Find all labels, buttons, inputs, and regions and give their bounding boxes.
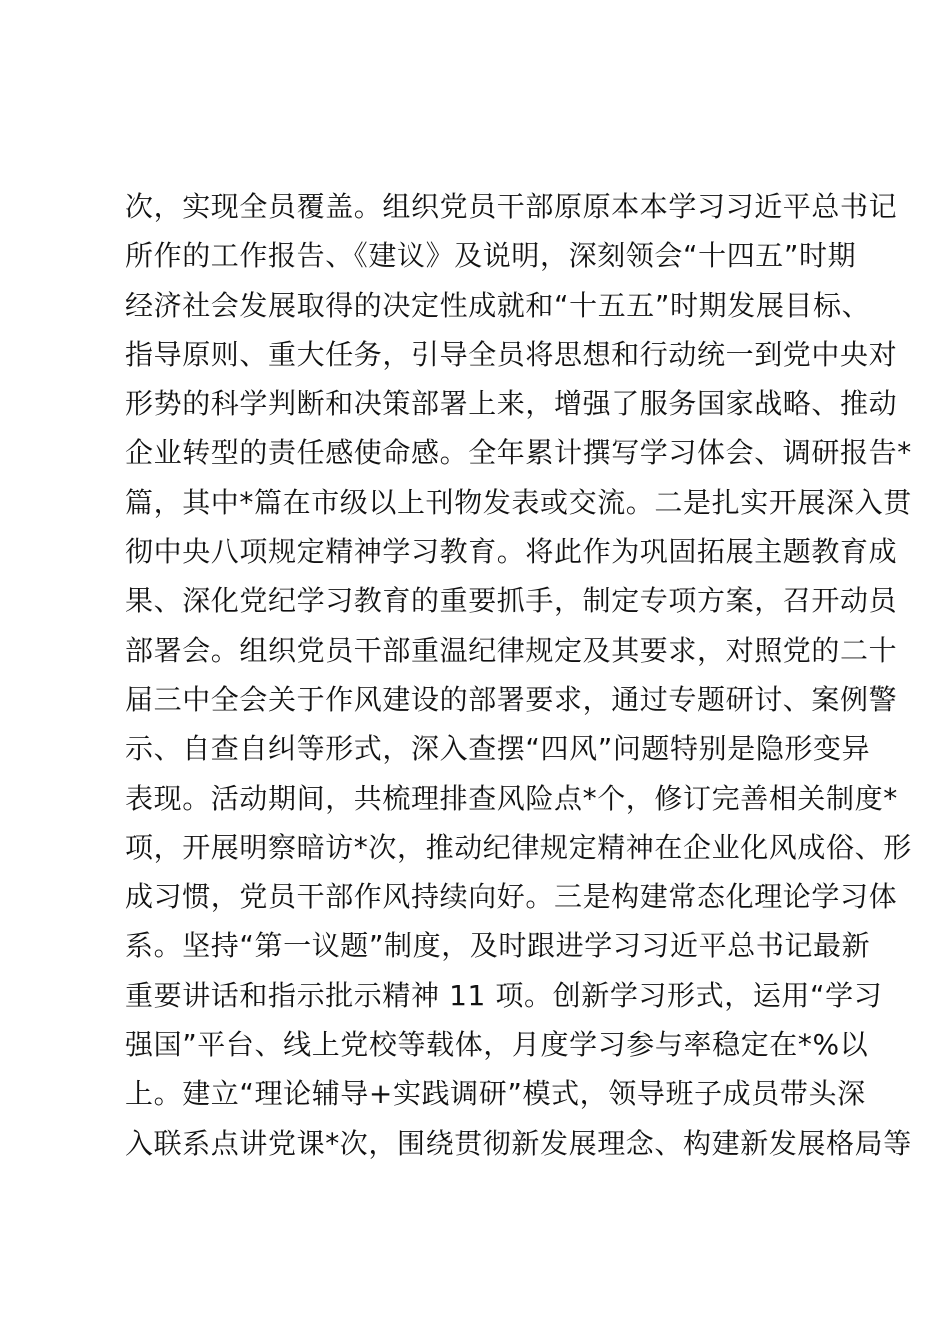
text-line: 成习惯，党员干部作风持续向好。三是构建常态化理论学习体 — [125, 880, 898, 914]
text-line: 企业转型的责任感使命感。全年累计撰写学习体会、调研报告* — [125, 436, 912, 470]
text-line: 形势的科学判断和决策部署上来，增强了服务国家战略、推动 — [125, 387, 898, 421]
text-line: 篇，其中*篇在市级以上刊物发表或交流。二是扎实开展深入贯 — [125, 485, 912, 519]
text-line: 指导原则、重大任务，引导全员将思想和行动统一到党中央对 — [125, 337, 898, 371]
text-line: 届三中全会关于作风建设的部署要求，通过专题研讨、案例警 — [125, 682, 898, 716]
text-line: 彻中央八项规定精神学习教育。将此作为巩固拓展主题教育成 — [125, 535, 898, 569]
text-line: 经济社会发展取得的决定性成就和“十五五”时期发展目标、 — [125, 288, 871, 322]
text-line: 次，实现全员覆盖。组织党员干部原原本本学习习近平总书记 — [125, 190, 898, 223]
text-line: 上。建立“理论辅导+实践调研”模式，领导班子成员带头深 — [125, 1077, 866, 1111]
text-line: 果、深化党纪学习教育的重要抓手，制定专项方案，召开动员 — [125, 584, 898, 618]
text-line: 表现。活动期间，共梳理排查风险点*个，修订完善相关制度* — [125, 781, 898, 815]
text-line: 所作的工作报告、《建议》及说明，深刻领会“十四五”时期 — [125, 239, 857, 273]
text-line: 部署会。组织党员干部重温纪律规定及其要求，对照党的二十 — [125, 633, 898, 667]
text-line: 重要讲话和指示批示精神 11 项。创新学习形式，运用“学习 — [125, 978, 883, 1012]
text-line: 项，开展明察暗访*次，推动纪律规定精神在企业化风成俗、形 — [125, 830, 912, 864]
text-line: 强国”平台、线上党校等载体，月度学习参与率稳定在*%以 — [125, 1028, 869, 1062]
text-line: 示、自查自纠等形式，深入查摆“四风”问题特别是隐形变异 — [125, 732, 871, 766]
text-line: 入联系点讲党课*次，围绕贯彻新发展理念、构建新发展格局等 — [125, 1126, 912, 1160]
body-paragraph — [125, 182, 912, 1168]
text-line: 系。坚持“第一议题”制度，及时跟进学习习近平总书记最新 — [125, 929, 871, 963]
